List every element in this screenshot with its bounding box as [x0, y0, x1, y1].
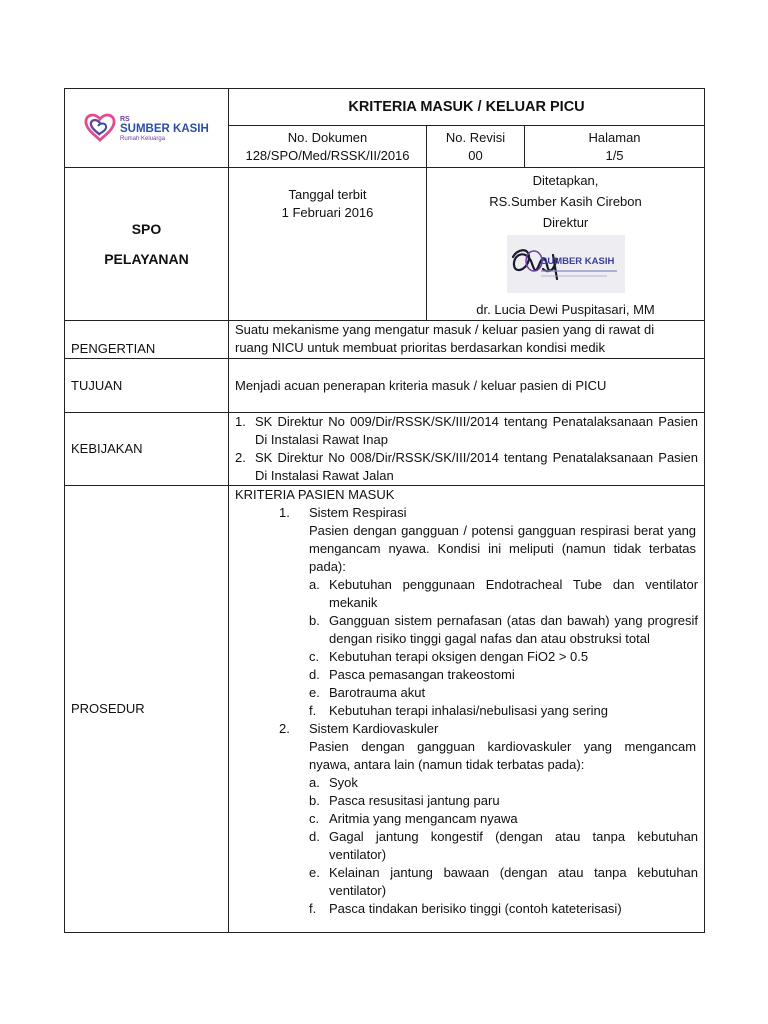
- list-item-text: Gangguan sistem pernafasan (atas dan bawah) yang progresif dengan risiko tinggi gagal nafas dan atau obstruksi total: [329, 613, 699, 646]
- section-title: Sistem Respirasi: [309, 505, 407, 520]
- pengertian-text-cell: [229, 321, 705, 359]
- list-item-letter: d.: [309, 667, 320, 682]
- no-revisi-cell: [427, 126, 525, 168]
- section-title: Sistem Kardiovaskuler: [309, 721, 439, 736]
- list-item-letter: c.: [309, 811, 320, 826]
- tujuan-text: Menjadi acuan penerapan kriteria masuk / keluar pasien di PICU: [229, 359, 705, 413]
- list-item-text: Kebutuhan penggunaan Endotracheal Tube dan ventilator mekanik: [329, 577, 699, 610]
- list-item: [309, 810, 698, 828]
- logo-name-text: SUMBER KASIH: [119, 123, 209, 135]
- kebijakan-item-text: SK Direktur No 009/Dir/RSSK/SK/III/2014 tentang Penatalaksanaan Pasien Di Instalasi Rawat Inap: [255, 414, 699, 447]
- list-item-text: Barotrauma akut: [329, 685, 426, 700]
- list-item-letter: d.: [309, 829, 320, 844]
- ditetapkan-text: Ditetapkan,: [532, 173, 599, 188]
- list-item-letter: f.: [309, 703, 317, 718]
- list-item-letter: a.: [309, 577, 320, 592]
- kebijakan-item: [235, 413, 698, 449]
- kebijakan-item-number: 2.: [235, 450, 246, 465]
- kebijakan-label: KEBIJAKAN: [65, 413, 229, 486]
- spo-label-cell: [65, 168, 229, 321]
- ditetapkan-cell: [427, 168, 705, 321]
- list-item-letter: f.: [309, 901, 317, 916]
- no-dokumen-label: No. Dokumen: [287, 129, 368, 145]
- hospital-name: RS.Sumber Kasih Cirebon: [489, 194, 642, 209]
- list-item-text: Kebutuhan terapi inhalasi/nebulisasi yang sering: [329, 703, 608, 718]
- list-item: [309, 864, 698, 900]
- halaman-label: Halaman: [588, 129, 641, 145]
- list-item: [309, 792, 698, 810]
- kebijakan-item-text: SK Direktur No 008/Dir/RSSK/SK/III/2014 tentang Penatalaksanaan Pasien Di Instalasi Rawat Jalan: [255, 450, 699, 483]
- tanggal-terbit-value: 1 Februari 2016: [281, 205, 374, 220]
- logo-tagline-text: Rumah Keluarga: [119, 136, 165, 142]
- spo-label: SPO: [131, 221, 162, 237]
- section-intro: Pasien dengan gangguan / potensi gangguan respirasi berat yang mengancam nyawa. Kondisi ini meliputi (namun tidak terbatas pada):: [309, 523, 697, 574]
- no-dokumen-value: 128/SPO/Med/RSSK/II/2016: [245, 147, 410, 163]
- list-item: [309, 774, 698, 792]
- list-item-text: Pasca pemasangan trakeostomi: [329, 667, 515, 682]
- list-item-text: Aritmia yang mengancam nyawa: [329, 811, 518, 826]
- pengertian-line-1: Suatu mekanisme yang mengatur masuk / keluar pasien yang di rawat di: [235, 322, 655, 337]
- kebijakan-list: [229, 413, 705, 486]
- list-item: [309, 828, 698, 864]
- logo-rs-text: RS: [119, 116, 130, 123]
- prosedur-heading: KRITERIA PASIEN MASUK: [235, 487, 395, 502]
- hospital-logo: [84, 111, 210, 145]
- list-item-text: Syok: [329, 775, 358, 790]
- halaman-value: 1/5: [605, 147, 624, 163]
- list-item-letter: e.: [309, 865, 320, 880]
- pengertian-line-2: ruang NICU untuk membuat prioritas berdasarkan kondisi medik: [235, 340, 605, 355]
- prosedur-content: [229, 486, 705, 933]
- list-item: [309, 684, 698, 702]
- list-item-text: Pasca resusitasi jantung paru: [329, 793, 500, 808]
- list-item-letter: a.: [309, 775, 320, 790]
- kebijakan-item-number: 1.: [235, 414, 246, 429]
- director-position: Direktur: [542, 215, 589, 230]
- list-item-text: Pasca tindakan berisiko tinggi (contoh kateterisasi): [329, 901, 622, 916]
- prosedur-section: [279, 720, 698, 738]
- signature-stamp: [507, 235, 625, 293]
- tanggal-terbit-cell: [229, 168, 427, 321]
- section-number: 1.: [279, 505, 290, 520]
- stamp-name-text: SUMBER KASIH: [540, 256, 614, 267]
- section-intro: Pasien dengan gangguan kardiovaskuler yang mengancam nyawa, antara lain (namun tidak terbatas pada):: [309, 739, 697, 772]
- document-title: KRITERIA MASUK / KELUAR PICU: [229, 89, 705, 126]
- section-number: 2.: [279, 721, 290, 736]
- prosedur-section: [279, 504, 698, 522]
- pengertian-label: PENGERTIAN: [65, 321, 229, 359]
- list-item: [309, 666, 698, 684]
- tanggal-terbit-label: Tanggal terbit: [288, 187, 367, 202]
- list-item-letter: b.: [309, 793, 320, 808]
- list-item: [309, 612, 698, 648]
- no-revisi-label: No. Revisi: [445, 129, 506, 145]
- list-item-letter: c.: [309, 649, 320, 664]
- list-item: [309, 576, 698, 612]
- prosedur-label: PROSEDUR: [65, 486, 229, 933]
- list-item: [309, 648, 698, 666]
- list-item-text: Gagal jantung kongestif (dengan atau tanpa kebutuhan ventilator): [329, 829, 699, 862]
- kebijakan-item: [235, 449, 698, 485]
- list-item-letter: e.: [309, 685, 320, 700]
- no-dokumen-cell: [229, 126, 427, 168]
- no-revisi-value: 00: [468, 147, 483, 163]
- tujuan-label: TUJUAN: [65, 359, 229, 413]
- halaman-cell: [525, 126, 705, 168]
- list-item-letter: b.: [309, 613, 320, 628]
- list-item-text: Kelainan jantung bawaan (dengan atau tanpa kebutuhan ventilator): [329, 865, 699, 898]
- list-item: [309, 900, 698, 918]
- list-item: [309, 702, 698, 720]
- logo-cell: [65, 89, 229, 168]
- list-item-text: Kebutuhan terapi oksigen dengan FiO2 > 0.5: [329, 649, 589, 664]
- signatory-name: dr. Lucia Dewi Puspitasari, MM: [476, 302, 655, 317]
- pelayanan-label: PELAYANAN: [104, 251, 189, 267]
- spo-table: [64, 88, 705, 933]
